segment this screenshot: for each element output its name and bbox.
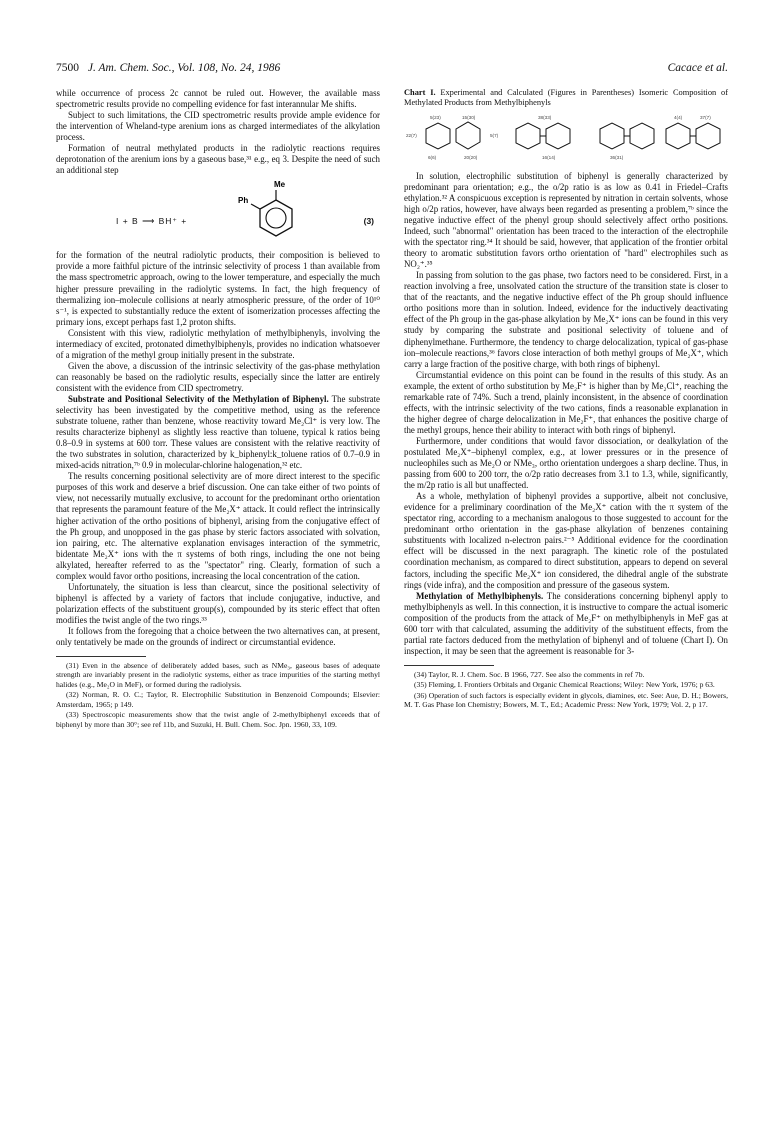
isomer-label: 6(6) — [428, 154, 437, 160]
journal-citation: J. Am. Chem. Soc., Vol. 108, No. 24, 1986 — [87, 62, 281, 74]
section-heading: Methylation of Methylbiphenyls. — [416, 590, 544, 601]
page-header — [56, 62, 728, 78]
paragraph: for the formation of the neutral radiolytic products, their composition is believed to provide a more faithful picture of the intrinsic selectivity of process 1 than available from the mass spectrometric approach, owing to the lower temperature, and especially the much higher pressure prevailing in the radiolytic systems. In fact, the high frequency of thermalizing ion–molecule collisions at nearly atmospheric pressure, of the order of 10¹⁰ s⁻¹, is expected to substantially reduce the extent of isomerization processes affecting the primary ions, except perhaps fast 1,2 proton shifts. — [56, 250, 380, 327]
paragraph: The results concerning positional selectivity are of more direct interest to the specific purposes of this work and deserve a brief discussion. One can take either of two points of view, not necessarily mutually exclusive, to account for the predominant ortho orientation that represents the paramount feature of the Me₂X⁺ attack. It could reflect the intrinsically higher activation of the ortho positions of biphenyl, arising from the conjugative effect of the Ph group, and unopposed in the gas phase by steric factors associated with solvation, ion pairing, etc. The alternative explanation envisages interaction of the symmetric, bidentate Me₂X⁺ ions with the π systems of both rings, including the one not being alkylated, hereafter referred to as the "spectator" ring. Clearly, formation of such a complex would favor ortho positions, increasing the local concentration of the cation. — [56, 471, 380, 581]
isomer-label: 38(33) — [538, 114, 552, 120]
header-left — [56, 62, 280, 74]
paragraph: Subject to such limitations, the CID spectrometric results provide ample evidence for the intervention of Wheland-type arenium ions as charged intermediates of the alkylation process. — [56, 110, 380, 143]
section-heading: Substrate and Positional Selectivity of the Methylation of Biphenyl. — [68, 393, 329, 404]
isomer-label: 5(7) — [490, 132, 499, 138]
chart-caption — [404, 88, 728, 109]
isomer-label: 4(4) — [674, 114, 683, 120]
ph-label: Ph — [238, 196, 249, 206]
isomer-label: 20(20) — [464, 154, 478, 160]
paragraph: Circumstantial evidence on this point can be found in the results of this study. As an example, the extent of ortho substitution by Me₂F⁺ is higher than by Me₂Cl⁺, reaching the remarkable rate of 74%. Such a trend, plainly inconsistent, in the absence of coordination effects, with the intrinsic selectivity of the two cations, finds a reasonable explanation in the higher degree of charge delocalization in Me₂F⁺, that enhances the positive charge of the methyl groups, hence their ability to interact with both rings of biphenyl. — [404, 369, 728, 435]
paragraph: Consistent with this view, radiolytic methylation of methylbiphenyls, involving the intermediacy of excited, protonated dimethylbiphenyls, provides no indication whatsoever of a migration of the methyl group initially present in the substrate. — [56, 327, 380, 360]
equation-3 — [56, 178, 380, 248]
isomer-label: 37(7) — [700, 114, 711, 120]
paragraph — [56, 394, 380, 471]
isomer-label: 16(14) — [542, 154, 556, 160]
paragraph: In passing from solution to the gas phase, two factors need to be considered. First, in a reaction involving a free, unsolvated cation the structure of the transition state is closer to that of the reactants, and the negative inductive effect of the Ph group should influence ortho positions more than in solution. Indeed, evidence for the inductively deactivating effect of the Ph group in the gas-phase alkylation by Me₂X⁺ ions can be found in this very study by comparing the substrate and positional selectivity of toluene and of diphenylmethane. Furthermore, the tendency to charge delocalization, typical of gas-phase ion–molecule reactions,³⁶ favors close interaction of both methyl groups of Me₂X⁺, which carry a large fraction of the positive charge, with both rings of biphenyl. — [404, 270, 728, 369]
methylbiphenyl-structures — [404, 113, 728, 163]
paragraph-body: The considerations concerning biphenyl apply to methylbiphenyls as well. In this connection, it is instructive to compare the actual isomeric composition of the products from the attack of Me₂F⁺ on methylbiphenyls in MeF gas at 600 torr with that calculated, assuming the additivity of the substituent effects, from the partial rate factors deduced from the methylation of biphenyl and of toluene (Chart I). On inspection, it may be seen that the agreement is reasonable for 3- — [404, 590, 728, 656]
footnote-divider — [404, 665, 494, 666]
chart-label: Chart I. — [404, 88, 436, 97]
paragraph: As a whole, methylation of biphenyl provides a supportive, albeit not conclusive, evidence for a preliminary coordination of the Me₂X⁺ cation with the π system of the spectator ring, according to a mechanism analogous to those suggested to account for the predominant ortho orientation in the gas-phase alkylation of benzenes containing substituents with localized n-electron pairs.²⁻⁵ Additional evidence for the coordination effect will be discussed in the next paragraph. The kinetic role of the postulated coordination mechanism, as compared to direct substitution, appears to depend on several factors, including the specific Me₂X⁺ ion considered, the dihedral angle of the substrate rings (vide infra), and the composition and pressure of the gaseous system. — [404, 491, 728, 590]
right-column — [404, 88, 728, 711]
paragraph: Unfortunately, the situation is less than clearcut, since the positional selectivity of biphenyl is affected by a variety of factors that include conjugative, inductive, and polarization effects of the substituent group(s), compounded by its steric effect that often modifies the twist angle of the two rings.³³ — [56, 581, 380, 625]
chart-title-text: Experimental and Calculated (Figures in Parentheses) Isomeric Composition of Methylated Products from Methylbiphenyls — [404, 88, 728, 108]
paragraph: Given the above, a discussion of the intrinsic selectivity of the gas-phase methylation can reasonably be based on the radiolytic results, especially since the latter are entirely consistent with the evidence from CID spectrometry. — [56, 360, 380, 393]
me-label: Me — [274, 180, 286, 190]
footnote: (35) Fleming, I. Frontiers Orbitals and Organic Chemical Reactions; Wiley: New York, 1976; p 63. — [414, 680, 715, 690]
footnote: (36) Operation of such factors is especially evident in glycols, diamines, etc. See: Aue, D. H.; Bowers, M. T. Gas Phase Ion Chemistry; Bowers, M. T., Ed.; Academic Press: New York, 1979; Vol. 2, p 17. — [404, 690, 728, 710]
equation-number: (3) — [363, 216, 374, 227]
left-column — [56, 88, 380, 730]
footnote: (31) Even in the absence of deliberately added bases, such as NMe₃, gaseous bases of adequate strength are invariably present in the radiolytic systems, either as trace impurities of the starting methyl halides (e.g., Me₂O in MeF), or formed during the radiolysis. — [56, 661, 380, 689]
arenium-ring-structure — [236, 178, 316, 248]
equation-lhs: I + B ⟶ BH⁺ + — [116, 216, 188, 227]
isomer-label: 5(23) — [430, 114, 441, 120]
isomer-label: 36(31) — [610, 154, 624, 160]
footnote: (33) Spectroscopic measurements show that the twist angle of 2-methylbiphenyl exceeds that of biphenyl by more than 30°; see ref 11b, and Suzuki, H. Bull. Chem. Soc. Jpn. 1960, 33, 109. — [56, 710, 380, 729]
footnotes-right — [404, 670, 728, 710]
isomer-label: 15(30) — [462, 114, 476, 120]
footnote: (34) Taylor, R. J. Chem. Soc. B 1966, 727. See also the comments in ref 7b. — [414, 669, 645, 679]
paragraph-body: The substrate selectivity has been investigated by the competitive method, using as the reference substrate toluene, rather than benzene, whose reactivity toward Me₂Cl⁺ is very low. The results characterize biphenyl as slightly less reactive than toluene, typical k ratios being 0.8–0.9 in systems at 600 torr. These values are consistent with the relative reactivity of the two substrates in solution, characterized by k_biphenyl:k_toluene ratios of 0.7–0.9 in mixed-acids nitration,⁷ᵇ 0.9 in molecular-chlorine halogenation,³² etc. — [56, 393, 380, 471]
footnote-divider — [56, 656, 146, 657]
paragraph: Furthermore, under conditions that would favor dissociation, or dealkylation of the postulated Me₂X⁺–biphenyl complex, e.g., at lower pressures or in the presence of nucleophiles such as Me₂O or NMe₃, ortho orientation undergoes a sharp decline. Thus, in passing from 600 to 200 torr, the o/2p ratio decreases from 3.1 to 1.3, while, significantly, the m/2p ratio is all but unaffected. — [404, 435, 728, 491]
isomer-label: 22(7) — [406, 132, 417, 138]
footnote: (32) Norman, R. O. C.; Taylor, R. Electrophilic Substitution in Benzenoid Compounds; Elsevier: Amsterdam, 1965; p 149. — [56, 690, 380, 709]
paragraph: It follows from the foregoing that a choice between the two alternatives can, at present, only tentatively be made on the grounds of indirect or circumstantial evidence. — [56, 625, 380, 648]
paragraph: while occurrence of process 2c cannot be ruled out. However, the available mass spectrometric results provide no compelling evidence for fast interannular Me shifts. — [56, 88, 380, 110]
header-author: Cacace et al. — [667, 62, 728, 74]
paragraph — [404, 591, 728, 657]
paragraph: Formation of neutral methylated products in the radiolytic reactions requires deprotonation of the arenium ions by a gaseous base,³¹ e.g., eq 3. Despite the need of such an additional step — [56, 143, 380, 176]
page-number: 7500 — [56, 62, 79, 74]
paragraph: In solution, electrophilic substitution of biphenyl is generally characterized by predominant para orientation; e.g., the o/2p ratio is as low as 0.41 in Friedel–Crafts ethylation.³² A conspicuous exception is represented by nitration in certain solvents, whose high o/2p ratios, however, have always been regarded as presenting a problem,⁷ᵇ since the negative inductive effect of the phenyl group should selectively affect ortho positions. Indeed, such "abnormal" orientation has been traced to the interaction of the electrophile with the spectator ring.³⁴ It should be said, however, that application of the frontier orbital theory to aromatic substitution favors ortho orientation of "hard" electrophiles such as NO₂⁺.³⁵ — [404, 170, 728, 270]
footnotes-left — [56, 661, 380, 729]
